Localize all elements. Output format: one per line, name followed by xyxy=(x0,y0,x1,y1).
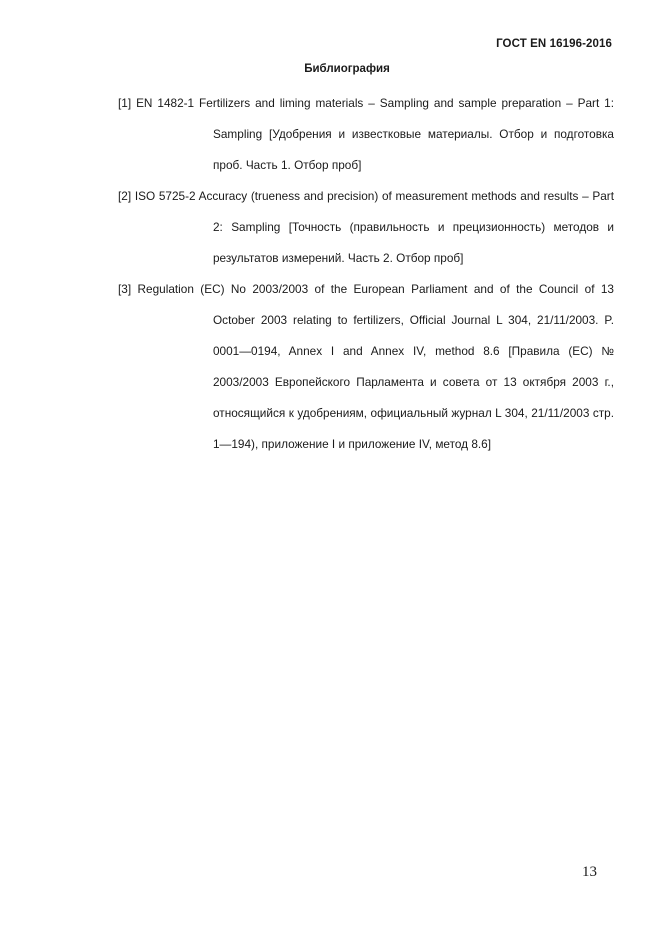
bibliography-ref: [1] xyxy=(118,96,137,110)
bibliography-list xyxy=(118,88,614,460)
section-title: Библиография xyxy=(304,63,390,75)
bibliography-text: EN 1482-1 Fertilizers and liming materials – Sampling and sample preparation – Part 1: Sampling [Удобрения и известковые материалы. Отбор и подготовка проб. Часть 1. Отбор проб] xyxy=(136,96,614,172)
bibliography-ref: [2] xyxy=(118,189,135,203)
document-header: ГОСТ EN 16196-2016 xyxy=(496,38,612,50)
bibliography-text: ISO 5725-2 Accuracy (trueness and precision) of measurement methods and results – Part 2: Sampling [Точность (правильность и прецизионность) методов и результатов измерений. Часть 2. Отбор проб] xyxy=(134,189,614,265)
bibliography-entry xyxy=(118,274,614,460)
bibliography-ref: [3] xyxy=(118,282,138,296)
bibliography-entry xyxy=(118,181,614,274)
bibliography-entry xyxy=(118,88,614,181)
bibliography-text: Regulation (EC) No 2003/2003 of the European Parliament and of the Council of 13 October 2003 relating to fertilizers, Official Journal L 304, 21/11/2003. P. 0001—0194, Annex I and Annex IV, method 8.6 [Правила (ЕС) № 2003/2003 Европейского Парламента и совета от 13 октября 2003 г., относящийся к удобрениям, официальный журнал L 304, 21/11/2003 стр. 1—194), приложение I и приложение IV, метод 8.6] xyxy=(137,282,614,451)
page-number: 13 xyxy=(582,864,597,880)
